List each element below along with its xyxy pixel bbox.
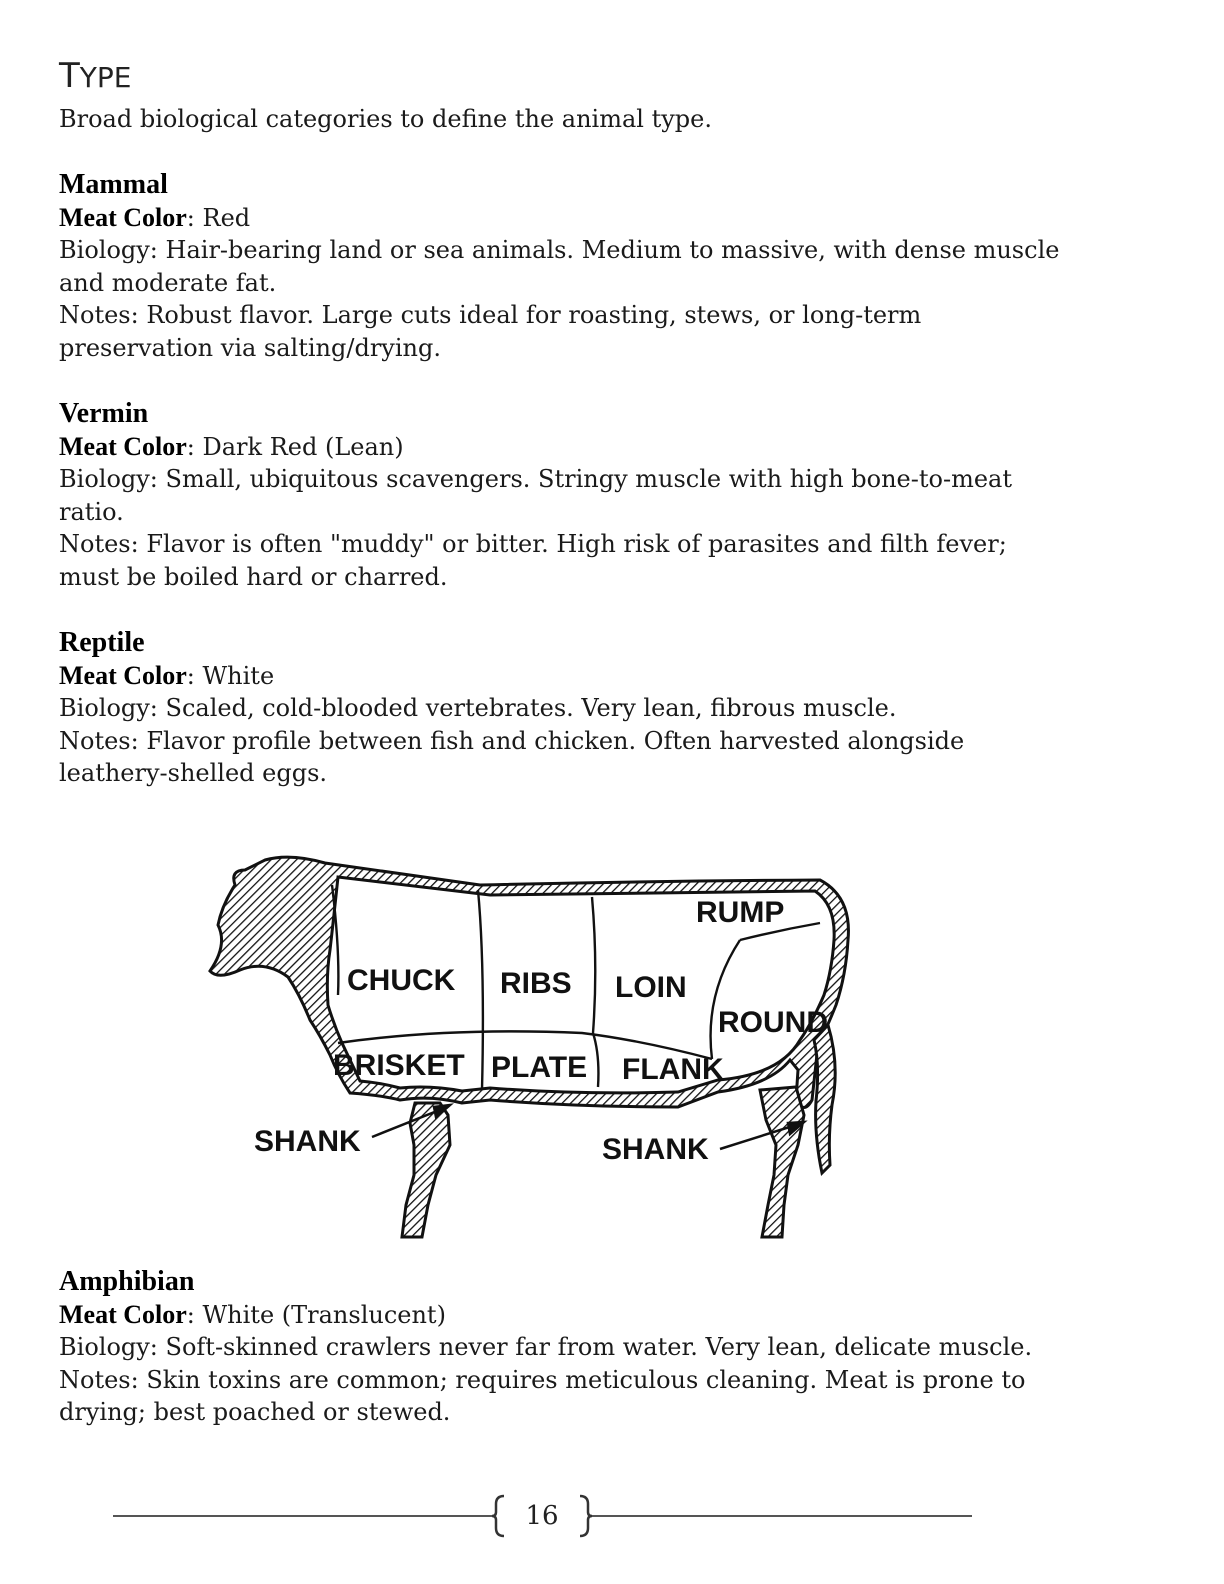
meat-color-value: : Dark Red (Lean) — [186, 432, 404, 461]
entry-line: ratio. — [59, 497, 124, 526]
section-title-rest: YPE — [79, 61, 132, 94]
meat-color-label: Meat Color — [59, 660, 187, 690]
label-loin: LOIN — [615, 971, 687, 1004]
footer-rule-left — [113, 1515, 493, 1517]
label-chuck: CHUCK — [347, 964, 456, 997]
entry-line: and moderate fat. — [59, 268, 277, 297]
label-rump: RUMP — [696, 896, 785, 929]
label-shank-rear: SHANK — [602, 1133, 709, 1166]
entry-heading: Reptile — [59, 627, 145, 658]
entry-reptile — [59, 627, 964, 790]
meat-color-label: Meat Color — [59, 1299, 187, 1329]
entry-line: Biology: Scaled, cold-blooded vertebrates. Very lean, fibrous muscle. — [59, 694, 897, 722]
page-number-text: 16 — [525, 1501, 559, 1531]
divider-chuck-ribs — [478, 890, 483, 1090]
entry-line: Biology: Small, ubiquitous scavengers. Stringy muscle with high bone-to-meat — [59, 465, 1012, 493]
section-title-initial: T — [59, 56, 80, 96]
divider-ribs-loin — [592, 897, 598, 1087]
entry-heading: Mammal — [59, 169, 168, 200]
label-plate: PLATE — [491, 1051, 588, 1084]
meat-color-label: Meat Color — [59, 431, 187, 461]
entry-amphibian — [59, 1266, 1032, 1429]
entry-line: Biology: Soft-skinned crawlers never far from water. Very lean, delicate muscle. — [59, 1333, 1033, 1361]
meat-color-line — [59, 1299, 1032, 1332]
divider-loin-round — [711, 940, 740, 1059]
entry-line: Notes: Robust flavor. Large cuts ideal for roasting, stews, or long-term — [59, 301, 922, 329]
entry-line: drying; best poached or stewed. — [59, 1398, 451, 1426]
footer-rule-right — [592, 1515, 972, 1517]
entry-line: Notes: Flavor is often "muddy" or bitter. High risk of parasites and filth fever; — [59, 530, 1007, 558]
meat-color-value: : Red — [186, 203, 251, 232]
meat-color-value: : White — [186, 661, 275, 690]
meat-color-value: : White (Translucent) — [186, 1300, 446, 1329]
entry-heading: Amphibian — [59, 1266, 195, 1297]
entry-line: Notes: Skin toxins are common; requires meticulous cleaning. Meat is prone to — [59, 1365, 1026, 1394]
section-intro: Broad biological categories to define the animal type. — [59, 105, 713, 133]
label-ribs: RIBS — [500, 967, 572, 1000]
meat-color-line — [59, 431, 1012, 464]
entry-mammal — [59, 169, 1059, 364]
section-title — [59, 56, 131, 96]
entry-line: leathery-shelled eggs. — [59, 759, 328, 787]
meat-color-label: Meat Color — [59, 202, 187, 232]
label-flank: FLANK — [622, 1053, 724, 1086]
entry-line: Notes: Flavor profile between fish and chicken. Often harvested alongside — [59, 726, 965, 755]
meat-color-line — [59, 202, 1059, 235]
beef-cuts-diagram — [200, 845, 860, 1255]
entry-line: must be boiled hard or charred. — [59, 562, 448, 591]
label-round: ROUND — [718, 1006, 828, 1039]
entry-line: preservation via salting/drying. — [59, 333, 441, 362]
meat-color-line — [59, 660, 964, 693]
entry-line: Biology: Hair-bearing land or sea animals. Medium to massive, with dense muscle — [59, 236, 1060, 264]
label-shank-front: SHANK — [254, 1125, 361, 1158]
label-brisket: BRISKET — [333, 1049, 465, 1082]
entry-vermin — [59, 398, 1012, 593]
page-number — [492, 1494, 592, 1538]
entry-heading: Vermin — [59, 398, 149, 429]
